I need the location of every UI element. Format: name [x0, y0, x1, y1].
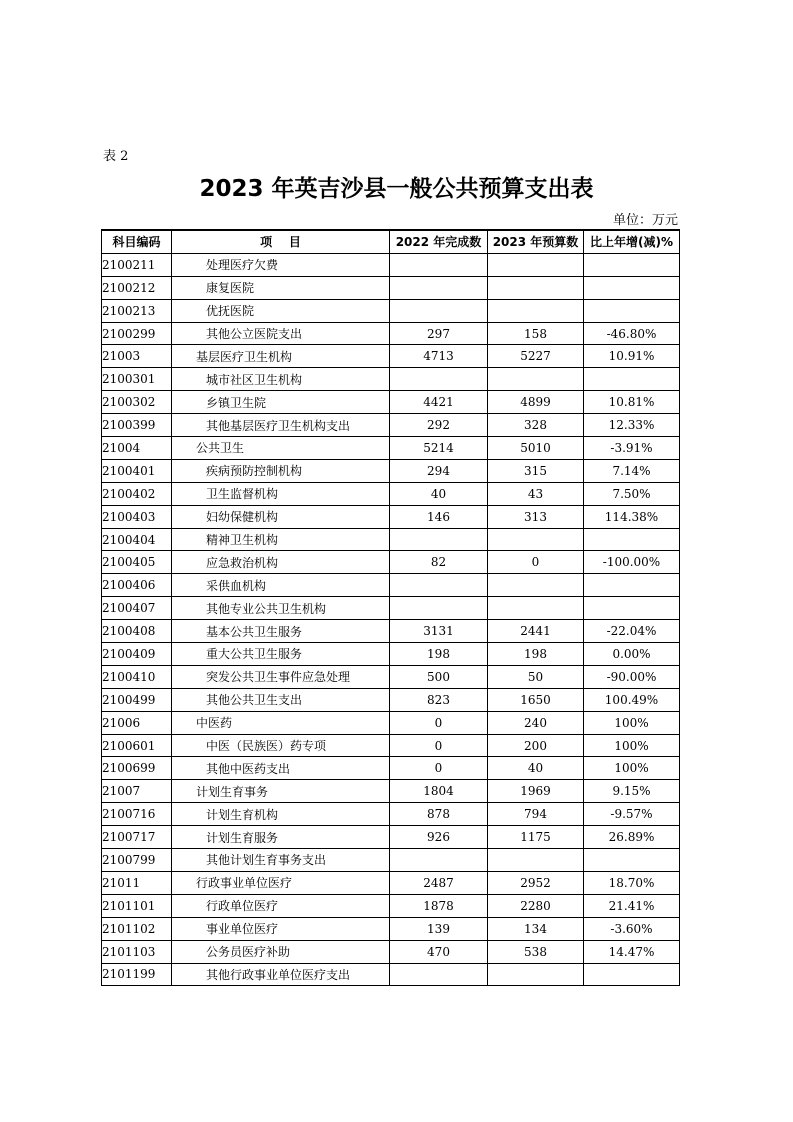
cell-2022-actual — [390, 299, 488, 322]
table-row — [102, 849, 680, 872]
cell-item-name: 行政单位医疗 — [172, 894, 390, 917]
cell-item-name: 优抚医院 — [172, 299, 390, 322]
cell-change-percent: 100% — [584, 757, 680, 780]
cell-2022-actual: 82 — [390, 551, 488, 574]
cell-code: 2101199 — [102, 963, 172, 986]
cell-code: 2100405 — [102, 551, 172, 574]
table-row — [102, 894, 680, 917]
cell-change-percent — [584, 597, 680, 620]
cell-item-name: 其他公共卫生支出 — [172, 688, 390, 711]
cell-change-percent: -22.04% — [584, 620, 680, 643]
cell-change-percent — [584, 574, 680, 597]
cell-item-name: 基本公共卫生服务 — [172, 620, 390, 643]
cell-change-percent: 7.50% — [584, 482, 680, 505]
cell-code: 2100601 — [102, 734, 172, 757]
table-row — [102, 299, 680, 322]
cell-code: 2100404 — [102, 528, 172, 551]
cell-2022-actual: 2487 — [390, 871, 488, 894]
table-number-label: 表 2 — [103, 149, 129, 164]
cell-2022-actual: 0 — [390, 711, 488, 734]
cell-change-percent: -3.91% — [584, 437, 680, 460]
cell-2023-budget: 200 — [488, 734, 584, 757]
table-row — [102, 940, 680, 963]
cell-2023-budget: 2280 — [488, 894, 584, 917]
cell-2023-budget: 2952 — [488, 871, 584, 894]
cell-2022-actual: 4713 — [390, 345, 488, 368]
cell-change-percent: 114.38% — [584, 505, 680, 528]
cell-code: 2100403 — [102, 505, 172, 528]
cell-code: 2100699 — [102, 757, 172, 780]
cell-2022-actual: 0 — [390, 757, 488, 780]
cell-2023-budget — [488, 276, 584, 299]
cell-2022-actual — [390, 597, 488, 620]
cell-code: 2100799 — [102, 849, 172, 872]
cell-item-name: 其他中医药支出 — [172, 757, 390, 780]
cell-2022-actual — [390, 368, 488, 391]
table-row — [102, 665, 680, 688]
cell-item-name: 城市社区卫生机构 — [172, 368, 390, 391]
cell-change-percent: 26.89% — [584, 826, 680, 849]
cell-item-name: 乡镇卫生院 — [172, 391, 390, 414]
cell-2022-actual: 4421 — [390, 391, 488, 414]
cell-code: 2100407 — [102, 597, 172, 620]
cell-code: 2100409 — [102, 643, 172, 666]
page-title: 2023 年英吉沙县一般公共预算支出表 — [199, 176, 594, 202]
cell-2023-budget: 40 — [488, 757, 584, 780]
cell-change-percent — [584, 253, 680, 276]
cell-2023-budget — [488, 253, 584, 276]
cell-item-name: 突发公共卫生事件应急处理 — [172, 665, 390, 688]
table-row — [102, 574, 680, 597]
cell-change-percent — [584, 276, 680, 299]
cell-item-name: 基层医疗卫生机构 — [172, 345, 390, 368]
cell-2023-budget: 4899 — [488, 391, 584, 414]
cell-2023-budget — [488, 574, 584, 597]
cell-change-percent: 7.14% — [584, 459, 680, 482]
cell-2022-actual: 198 — [390, 643, 488, 666]
cell-code: 2100716 — [102, 803, 172, 826]
cell-2023-budget: 1969 — [488, 780, 584, 803]
cell-item-name: 其他行政事业单位医疗支出 — [172, 963, 390, 986]
cell-2023-budget: 2441 — [488, 620, 584, 643]
cell-2022-actual: 1878 — [390, 894, 488, 917]
cell-2022-actual — [390, 574, 488, 597]
header-code: 科目编码 — [102, 230, 172, 253]
table-row — [102, 505, 680, 528]
cell-2022-actual: 500 — [390, 665, 488, 688]
table-header-row — [102, 230, 680, 253]
cell-2022-actual — [390, 849, 488, 872]
cell-2022-actual: 926 — [390, 826, 488, 849]
table-row — [102, 917, 680, 940]
table-row — [102, 597, 680, 620]
cell-2023-budget: 794 — [488, 803, 584, 826]
cell-item-name: 其他公立医院支出 — [172, 322, 390, 345]
cell-item-name: 公务员医疗补助 — [172, 940, 390, 963]
cell-item-name: 中医药 — [172, 711, 390, 734]
cell-2022-actual: 470 — [390, 940, 488, 963]
cell-2022-actual: 878 — [390, 803, 488, 826]
cell-2023-budget: 240 — [488, 711, 584, 734]
cell-2023-budget: 158 — [488, 322, 584, 345]
cell-change-percent — [584, 963, 680, 986]
cell-item-name: 计划生育机构 — [172, 803, 390, 826]
cell-change-percent: 14.47% — [584, 940, 680, 963]
cell-code: 2100399 — [102, 414, 172, 437]
cell-change-percent: 10.91% — [584, 345, 680, 368]
cell-2022-actual: 5214 — [390, 437, 488, 460]
cell-change-percent — [584, 528, 680, 551]
cell-item-name: 妇幼保健机构 — [172, 505, 390, 528]
cell-2023-budget: 43 — [488, 482, 584, 505]
cell-item-name: 事业单位医疗 — [172, 917, 390, 940]
cell-2023-budget: 5010 — [488, 437, 584, 460]
header-change: 比上年增(减)% — [584, 230, 680, 253]
table-row — [102, 391, 680, 414]
cell-code: 2100402 — [102, 482, 172, 505]
cell-code: 21003 — [102, 345, 172, 368]
cell-change-percent: -46.80% — [584, 322, 680, 345]
cell-item-name: 应急救治机构 — [172, 551, 390, 574]
cell-change-percent: 18.70% — [584, 871, 680, 894]
cell-2022-actual: 294 — [390, 459, 488, 482]
table-row — [102, 437, 680, 460]
cell-code: 2100213 — [102, 299, 172, 322]
cell-code: 2100299 — [102, 322, 172, 345]
cell-code: 21004 — [102, 437, 172, 460]
cell-change-percent — [584, 368, 680, 391]
cell-2022-actual: 823 — [390, 688, 488, 711]
cell-2022-actual: 3131 — [390, 620, 488, 643]
cell-item-name: 重大公共卫生服务 — [172, 643, 390, 666]
cell-change-percent — [584, 299, 680, 322]
cell-code: 2100408 — [102, 620, 172, 643]
cell-2022-actual: 1804 — [390, 780, 488, 803]
cell-2023-budget: 328 — [488, 414, 584, 437]
table-row — [102, 803, 680, 826]
table-row — [102, 643, 680, 666]
table-row — [102, 620, 680, 643]
cell-item-name: 计划生育事务 — [172, 780, 390, 803]
cell-item-name: 卫生监督机构 — [172, 482, 390, 505]
cell-2023-budget — [488, 299, 584, 322]
table-row — [102, 253, 680, 276]
cell-code: 2100211 — [102, 253, 172, 276]
cell-item-name: 公共卫生 — [172, 437, 390, 460]
cell-2022-actual — [390, 253, 488, 276]
cell-code: 2100302 — [102, 391, 172, 414]
cell-item-name: 计划生育服务 — [172, 826, 390, 849]
header-item: 项 目 — [172, 230, 390, 253]
table-row — [102, 482, 680, 505]
cell-2023-budget: 134 — [488, 917, 584, 940]
cell-code: 2101102 — [102, 917, 172, 940]
cell-change-percent: -3.60% — [584, 917, 680, 940]
cell-item-name: 其他计划生育事务支出 — [172, 849, 390, 872]
cell-2022-actual — [390, 963, 488, 986]
cell-item-name: 精神卫生机构 — [172, 528, 390, 551]
cell-change-percent: 10.81% — [584, 391, 680, 414]
cell-2023-budget — [488, 849, 584, 872]
cell-code: 2100499 — [102, 688, 172, 711]
cell-2022-actual: 297 — [390, 322, 488, 345]
cell-item-name: 采供血机构 — [172, 574, 390, 597]
cell-item-name: 中医（民族医）药专项 — [172, 734, 390, 757]
cell-code: 2100717 — [102, 826, 172, 849]
cell-2023-budget: 315 — [488, 459, 584, 482]
cell-change-percent: 21.41% — [584, 894, 680, 917]
cell-2023-budget: 0 — [488, 551, 584, 574]
cell-change-percent: 100% — [584, 711, 680, 734]
cell-code: 21006 — [102, 711, 172, 734]
table-row — [102, 734, 680, 757]
cell-change-percent — [584, 849, 680, 872]
table-row — [102, 345, 680, 368]
cell-code: 2101101 — [102, 894, 172, 917]
table-row — [102, 780, 680, 803]
cell-change-percent: -9.57% — [584, 803, 680, 826]
table-row — [102, 963, 680, 986]
cell-2023-budget — [488, 368, 584, 391]
cell-2023-budget: 313 — [488, 505, 584, 528]
cell-2023-budget — [488, 963, 584, 986]
cell-2022-actual — [390, 528, 488, 551]
cell-item-name: 疾病预防控制机构 — [172, 459, 390, 482]
cell-change-percent: 12.33% — [584, 414, 680, 437]
table-row — [102, 414, 680, 437]
table-row — [102, 711, 680, 734]
unit-label: 单位：万元 — [612, 213, 678, 228]
cell-item-name: 康复医院 — [172, 276, 390, 299]
cell-2022-actual: 40 — [390, 482, 488, 505]
header-2022: 2022 年完成数 — [390, 230, 488, 253]
cell-code: 2100301 — [102, 368, 172, 391]
table-row — [102, 368, 680, 391]
table-row — [102, 757, 680, 780]
cell-2022-actual: 0 — [390, 734, 488, 757]
cell-2022-actual: 139 — [390, 917, 488, 940]
cell-change-percent: 0.00% — [584, 643, 680, 666]
cell-2022-actual — [390, 276, 488, 299]
table-row — [102, 826, 680, 849]
cell-change-percent: 9.15% — [584, 780, 680, 803]
cell-2023-budget — [488, 528, 584, 551]
table-row — [102, 276, 680, 299]
cell-2023-budget: 198 — [488, 643, 584, 666]
cell-code: 21011 — [102, 871, 172, 894]
cell-change-percent: 100% — [584, 734, 680, 757]
table-row — [102, 871, 680, 894]
cell-item-name: 其他基层医疗卫生机构支出 — [172, 414, 390, 437]
cell-code: 21007 — [102, 780, 172, 803]
cell-item-name: 行政事业单位医疗 — [172, 871, 390, 894]
cell-code: 2100212 — [102, 276, 172, 299]
cell-2022-actual: 292 — [390, 414, 488, 437]
cell-code: 2101103 — [102, 940, 172, 963]
cell-code: 2100406 — [102, 574, 172, 597]
budget-table — [101, 229, 680, 986]
table-row — [102, 551, 680, 574]
cell-2023-budget: 5227 — [488, 345, 584, 368]
table-row — [102, 528, 680, 551]
cell-change-percent: -90.00% — [584, 665, 680, 688]
cell-code: 2100410 — [102, 665, 172, 688]
cell-change-percent: -100.00% — [584, 551, 680, 574]
cell-2023-budget: 538 — [488, 940, 584, 963]
header-2023: 2023 年预算数 — [488, 230, 584, 253]
cell-code: 2100401 — [102, 459, 172, 482]
table-row — [102, 322, 680, 345]
cell-item-name: 处理医疗欠费 — [172, 253, 390, 276]
cell-item-name: 其他专业公共卫生机构 — [172, 597, 390, 620]
table-body — [102, 253, 680, 986]
cell-change-percent: 100.49% — [584, 688, 680, 711]
cell-2023-budget: 50 — [488, 665, 584, 688]
cell-2022-actual: 146 — [390, 505, 488, 528]
cell-2023-budget — [488, 597, 584, 620]
cell-2023-budget: 1175 — [488, 826, 584, 849]
table-row — [102, 459, 680, 482]
table-row — [102, 688, 680, 711]
cell-2023-budget: 1650 — [488, 688, 584, 711]
